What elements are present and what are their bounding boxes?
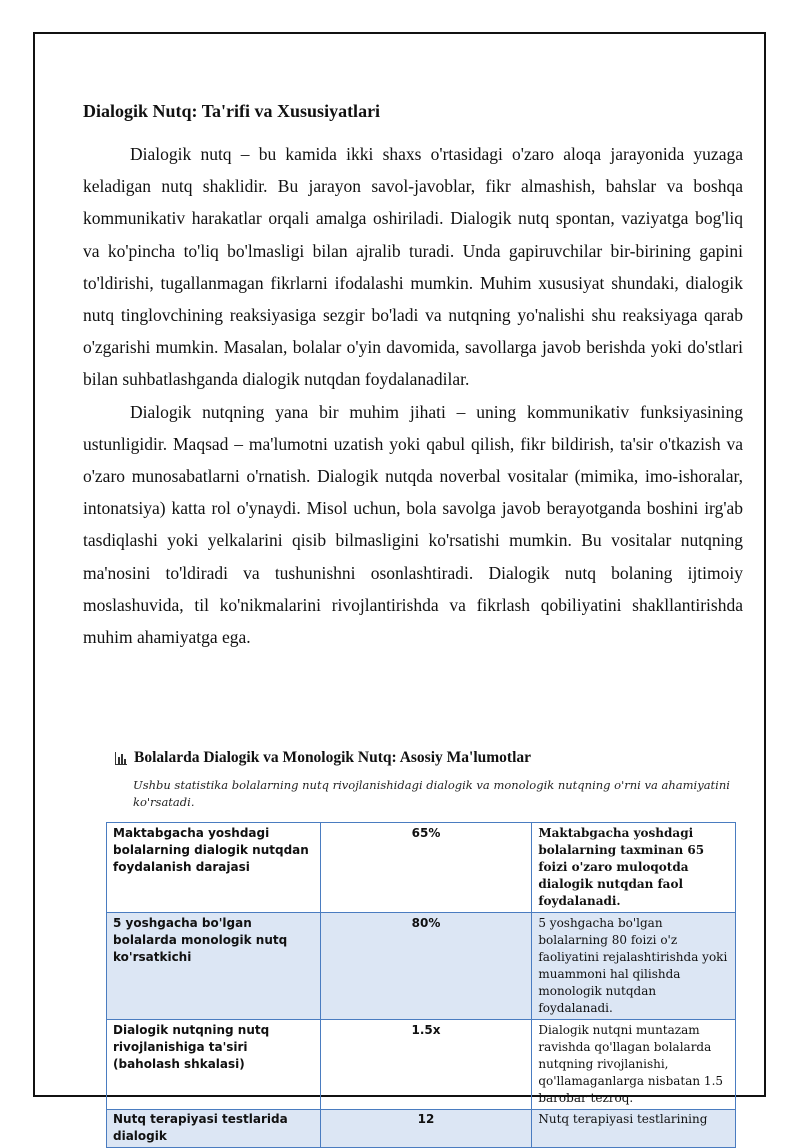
row-note: 5 yoshgacha bo'lgan bolalarning 80 foizi o'z faoliyatini rejalashtirishda yoki muammoni hal qilishda monologik nutqdan foydalanadi. (532, 913, 736, 1020)
stats-description: Ushbu statistika bolalarning nutq rivojlanishidagi dialogik va monologik nutqning o'rni va ahamiyatini ko'rsatadi. (133, 778, 730, 809)
section-heading: Dialogik Nutq: Ta'rifi va Xususiyatlari (83, 101, 381, 121)
row-note: Dialogik nutqni muntazam ravishda qo'llagan bolalarda nutqning rivojlanishi, qo'llamaganlarga nisbatan 1.5 barobar tezroq. (532, 1020, 736, 1110)
row-value: 80% (320, 913, 532, 1020)
table-row (107, 1020, 736, 1110)
bar-chart-icon (114, 751, 128, 765)
table-row (107, 823, 736, 913)
table-row (107, 1110, 736, 1148)
stats-title-text: Bolalarda Dialogik va Monologik Nutq: Asosiy Ma'lumotlar (134, 749, 532, 766)
row-value: 12 (320, 1110, 532, 1148)
document-body (83, 96, 743, 653)
table-row (107, 913, 736, 1020)
row-label: Dialogik nutqning nutq rivojlanishiga ta'siri (baholash shkalasi) (107, 1020, 321, 1110)
stats-title (114, 749, 531, 767)
stats-table (106, 822, 736, 1148)
row-label: Maktabgacha yoshdagi bolalarning dialogik nutqdan foydalanish darajasi (107, 823, 321, 913)
row-note: Nutq terapiyasi testlarining (532, 1110, 736, 1148)
row-note: Maktabgacha yoshdagi bolalarning taxminan 65 foizi o'zaro muloqotda dialogik nutqdan faol foydalanadi. (532, 823, 736, 913)
row-value: 65% (320, 823, 532, 913)
row-label: Nutq terapiyasi testlarida dialogik (107, 1110, 321, 1148)
paragraph-function: Dialogik nutqning yana bir muhim jihati – uning kommunikativ funksiyasining ustunligidir. Maqsad – ma'lumotni uzatish yoki qabul qilish, fikr bildirish, ta'sir o'tkazish va o'zaro munosabatlarni o'rnatish. Dialogik nutqda noverbal vositalar (mimika, imo-ishoralar, intonatsiya) katta rol o'ynaydi. Misol uchun, bola savolga javob berayotganda boshini irg'ab tasdiqlashi yoki yelkalarini qisib bilmasligini ko'rsatishi mumkin. Bu vositalar nutqning ma'nosini to'ldiradi va tushunishni osonlashtiradi. Dialogik nutq bolaning ijtimoiy moslashuvida, til ko'nikmalarini rivojlantirishda va fikrlash qobiliyatini shakllantirishda muhim ahamiyatga ega. (83, 401, 743, 648)
row-label: 5 yoshgacha bo'lgan bolalarda monologik nutq ko'rsatkichi (107, 913, 321, 1020)
row-value: 1.5x (320, 1020, 532, 1110)
paragraph-definition: Dialogik nutq – bu kamida ikki shaxs o'rtasidagi o'zaro aloqa jarayonida yuzaga keladigan nutq shaklidir. Bu jarayon savol-javoblar, fikr almashish, bahslar va boshqa kommunikativ harakatlar orqali amalga oshiriladi. Dialogik nutq spontan, vaziyatga bog'liq va ko'pincha to'liq bo'lmasligi bilan ajralib turadi. Unda gapiruvchilar bir-birining gapini to'ldirishi, tugallanmagan fikrlarni ifodalashi mumkin. Muhim xususiyat shundaki, dialogik nutq tinglovchining reaksiyasiga sezgir bo'ladi va nutqning yo'nalishi shu reaksiyaga qarab o'zgarishi mumkin. Masalan, bolalar o'yin davomida, savollarga javob berishda yoki do'stlari bilan suhbatlashganda dialogik nutqdan foydalanadilar. (83, 144, 743, 390)
